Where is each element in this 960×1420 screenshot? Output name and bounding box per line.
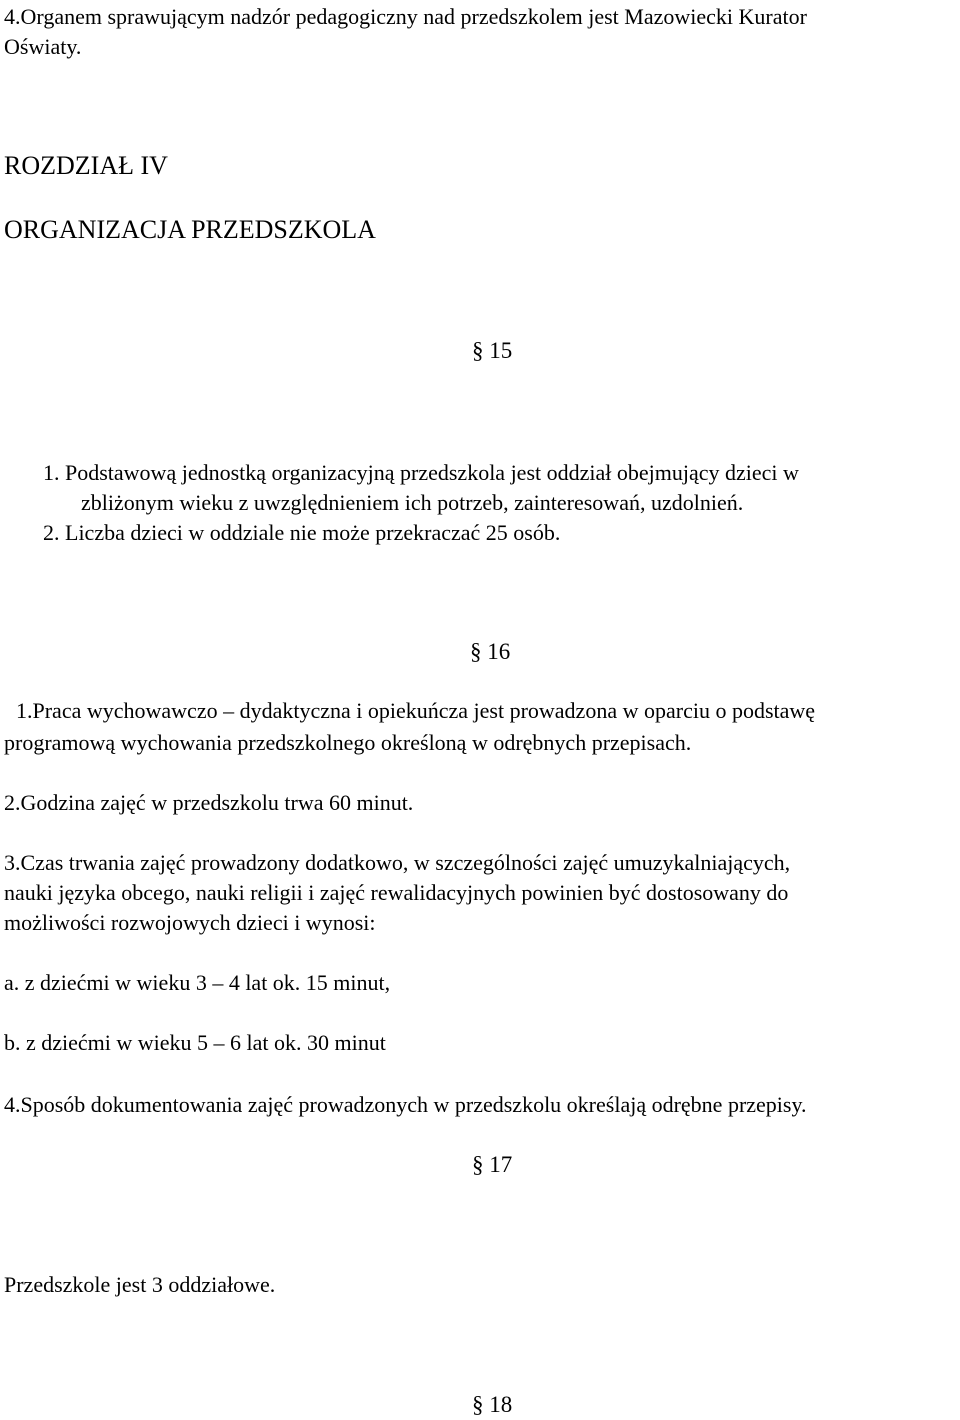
- section-16-line-8: b. z dziećmi w wieku 5 – 6 lat ok. 30 minut: [4, 1030, 386, 1055]
- section-15-label: § 15: [472, 338, 513, 363]
- section-15-line-2: zbliżonym wieku z uwzględnieniem ich potrzeb, zainteresowań, uzdolnień.: [81, 490, 744, 515]
- section-17-line-1: Przedszkole jest 3 oddziałowe.: [4, 1272, 276, 1297]
- section-16-line-1: 1.Praca wychowawczo – dydaktyczna i opiekuńcza jest prowadzona w oparciu o podstawę: [16, 698, 816, 723]
- section-16-line-3: 2.Godzina zajęć w przedszkolu trwa 60 minut.: [4, 790, 414, 815]
- section-16-line-7: a. z dziećmi w wieku 3 – 4 lat ok. 15 minut,: [4, 970, 391, 995]
- section-17-label: § 17: [472, 1152, 513, 1177]
- section-16-label: § 16: [470, 639, 511, 664]
- section-16-line-4: 3.Czas trwania zajęć prowadzony dodatkowo, w szczególności zajęć umuzykalniających,: [4, 850, 791, 875]
- chapter-number: ROZDZIAŁ IV: [4, 151, 168, 180]
- intro-line-2: Oświaty.: [4, 34, 82, 59]
- section-16-line-5: nauki języka obcego, nauki religii i zajęć rewalidacyjnych powinien być dostosowany do: [4, 880, 789, 905]
- section-16-line-9: 4.Sposób dokumentowania zajęć prowadzonych w przedszkolu określają odrębne przepisy.: [4, 1092, 807, 1117]
- section-16-line-6: możliwości rozwojowych dzieci i wynosi:: [4, 910, 376, 935]
- section-15-line-3: 2. Liczba dzieci w oddziale nie może przekraczać 25 osób.: [43, 520, 561, 545]
- chapter-title: ORGANIZACJA PRZEDSZKOLA: [4, 215, 376, 244]
- section-15-line-1: 1. Podstawową jednostką organizacyjną przedszkola jest oddział obejmujący dzieci w: [43, 460, 799, 485]
- section-18-label: § 18: [472, 1392, 513, 1417]
- section-16-line-2: programową wychowania przedszkolnego określoną w odrębnych przepisach.: [4, 730, 692, 755]
- intro-line-1: 4.Organem sprawującym nadzór pedagogiczny nad przedszkolem jest Mazowiecki Kurator: [4, 4, 807, 29]
